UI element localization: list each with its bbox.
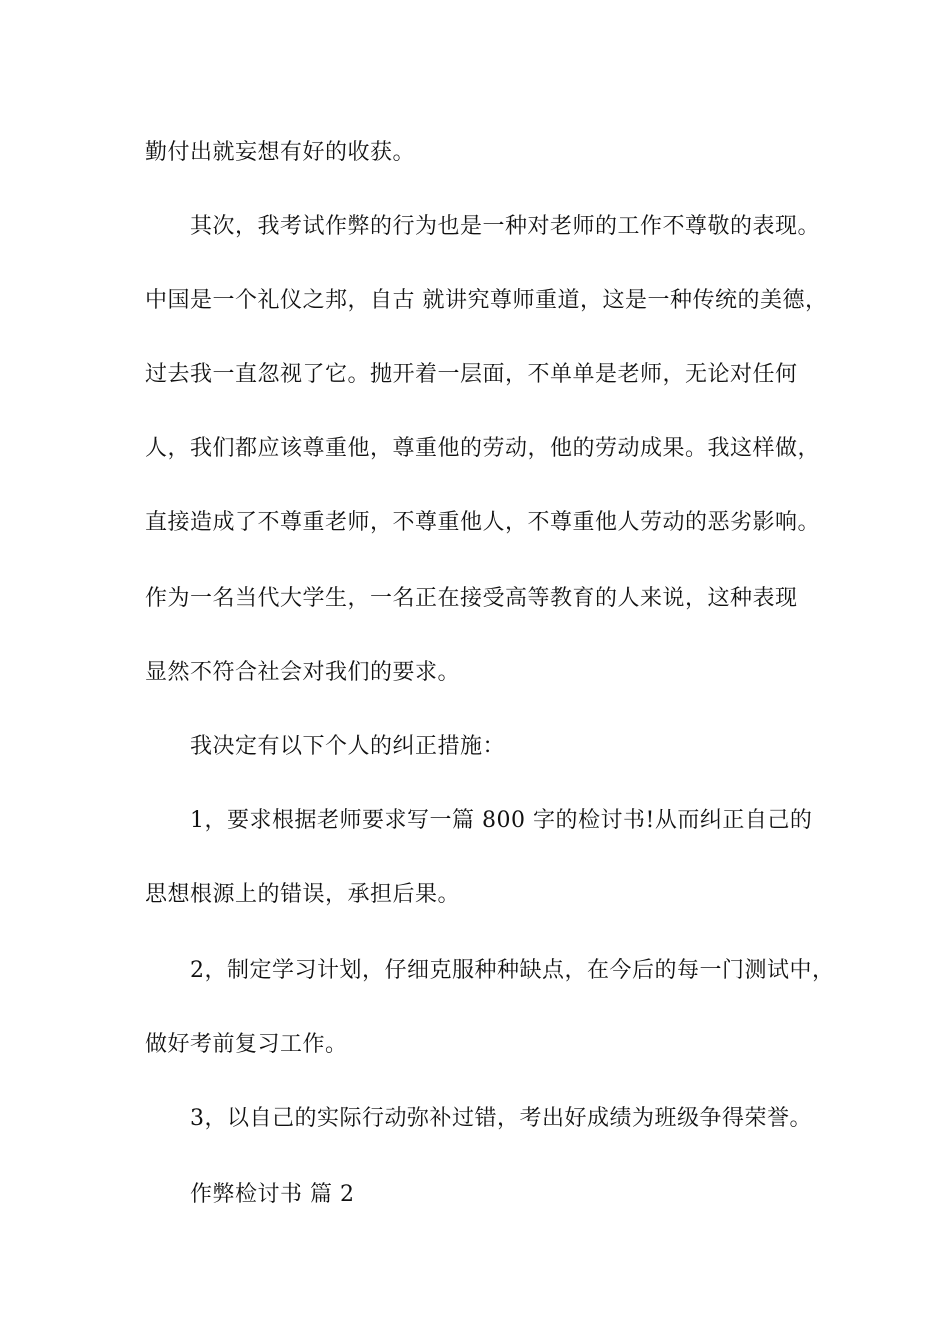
list-item: 1，要求根据老师要求写一篇 800 字的检讨书!从而纠正自己的 <box>190 808 813 833</box>
text-line: 显然不符合社会对我们的要求。 <box>145 660 461 685</box>
section-heading: 我决定有以下个人的纠正措施： <box>190 734 506 759</box>
text-line: 勤付出就妄想有好的收获。 <box>145 140 416 165</box>
text-line: 作为一名当代大学生，一名正在接受高等教育的人来说，这种表现 <box>145 586 798 611</box>
text-line: 过去我一直忽视了它。抛开着一层面，不单单是老师，无论对任何 <box>145 362 798 387</box>
text-line: 人，我们都应该尊重他，尊重他的劳动，他的劳动成果。我这样做， <box>145 436 821 461</box>
list-item: 3，以自己的实际行动弥补过错，考出好成绩为班级争得荣誉。 <box>190 1106 812 1131</box>
document-title: 作弊检讨书 篇 2 <box>190 1182 355 1207</box>
text-line: 直接造成了不尊重老师，不尊重他人，不尊重他人劳动的恶劣影响。 <box>145 510 821 535</box>
list-item: 2，制定学习计划，仔细克服种种缺点，在今后的每一门测试中， <box>190 958 835 983</box>
text-line: 做好考前复习工作。 <box>145 1032 348 1057</box>
text-line: 中国是一个礼仪之邦，自古 就讲究尊师重道，这是一种传统的美德， <box>145 288 828 313</box>
text-line: 思想根源上的错误，承担后果。 <box>145 882 461 907</box>
text-line: 其次，我考试作弊的行为也是一种对老师的工作不尊敬的表现。 <box>190 214 821 239</box>
